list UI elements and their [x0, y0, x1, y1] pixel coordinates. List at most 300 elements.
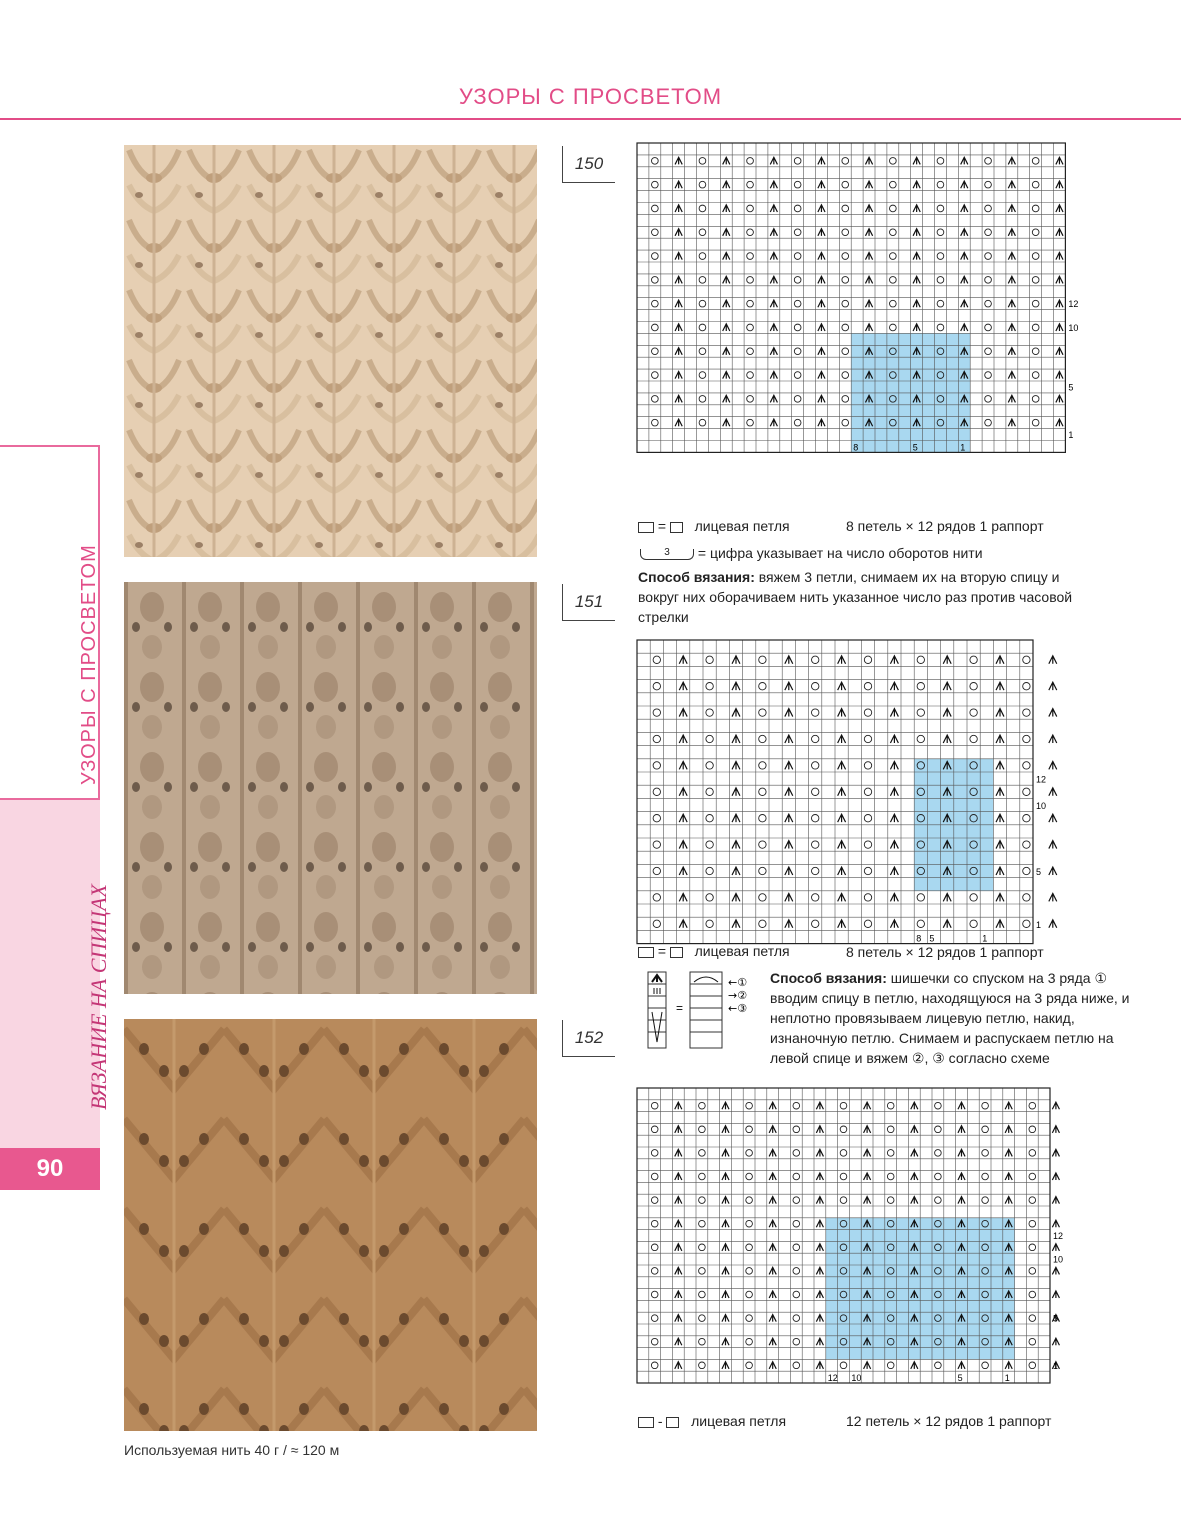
decrease-stitch-icon	[838, 761, 846, 769]
decrease-stitch-icon	[675, 1102, 682, 1109]
yarn-over-icon	[794, 324, 801, 331]
yarn-over-icon	[864, 894, 871, 901]
decrease-stitch-icon	[1008, 181, 1015, 188]
yarn-over-icon	[759, 788, 766, 795]
decrease-stitch-icon	[675, 1315, 682, 1322]
decrease-stitch-icon	[732, 788, 740, 796]
yarn-over-icon	[812, 762, 819, 769]
decrease-stitch-icon	[1008, 300, 1015, 307]
decrease-stitch-icon	[732, 682, 740, 690]
decrease-stitch-icon	[785, 656, 793, 664]
decrease-stitch-icon	[1056, 324, 1063, 331]
bobble-symbol-legend	[648, 972, 758, 1057]
decrease-stitch-icon	[961, 252, 968, 259]
decrease-stitch-icon	[865, 205, 872, 212]
yarn-over-icon	[653, 762, 660, 769]
decrease-stitch-icon	[675, 1173, 682, 1180]
yarn-over-icon	[747, 158, 754, 165]
decrease-stitch-icon	[865, 252, 872, 259]
yarn-over-icon	[985, 419, 992, 426]
decrease-stitch-icon	[865, 229, 872, 236]
yarn-over-icon	[887, 1150, 894, 1157]
yarn-over-icon	[794, 181, 801, 188]
yarn-over-icon	[864, 762, 871, 769]
yarn-over-icon	[842, 181, 849, 188]
decrease-stitch-icon	[943, 709, 951, 717]
decrease-stitch-icon	[911, 1102, 918, 1109]
knit-stitch-icon	[670, 947, 683, 958]
decrease-stitch-icon	[1008, 229, 1015, 236]
decrease-stitch-icon	[816, 1244, 823, 1251]
yarn-over-icon	[1032, 348, 1039, 355]
decrease-stitch-icon	[1049, 761, 1057, 769]
yarn-over-icon	[1023, 867, 1030, 874]
decrease-stitch-icon	[769, 1126, 776, 1133]
decrease-stitch-icon	[816, 1173, 823, 1180]
decrease-stitch-icon	[890, 841, 898, 849]
decrease-stitch-icon	[1056, 419, 1063, 426]
yarn-over-icon	[653, 920, 660, 927]
decrease-stitch-icon	[913, 157, 920, 164]
yarn-over-icon	[747, 372, 754, 379]
yarn-over-icon	[699, 1338, 706, 1345]
decrease-stitch-icon	[732, 656, 740, 664]
yarn-over-icon	[1023, 815, 1030, 822]
decrease-stitch-icon	[769, 1197, 776, 1204]
decrease-stitch-icon	[723, 229, 730, 236]
yarn-over-icon	[917, 683, 924, 690]
yarn-over-icon	[812, 735, 819, 742]
decrease-stitch-icon	[722, 1220, 729, 1227]
yarn-over-icon	[747, 419, 754, 426]
decrease-stitch-icon	[865, 324, 872, 331]
yarn-over-icon	[1032, 324, 1039, 331]
decrease-stitch-icon	[675, 1220, 682, 1227]
decrease-stitch-icon	[816, 1220, 823, 1227]
yarn-over-icon	[652, 372, 659, 379]
yarn-over-icon	[812, 894, 819, 901]
decrease-stitch-icon	[865, 157, 872, 164]
decrease-stitch-icon	[675, 1338, 682, 1345]
decrease-stitch-icon	[722, 1291, 729, 1298]
yarn-over-icon	[759, 867, 766, 874]
yarn-over-icon	[746, 1197, 753, 1204]
yarn-over-icon	[747, 181, 754, 188]
decrease-stitch-icon	[1005, 1197, 1012, 1204]
decrease-stitch-icon	[996, 814, 1004, 822]
decrease-stitch-icon	[838, 893, 846, 901]
yarn-over-icon	[864, 683, 871, 690]
decrease-stitch-icon	[911, 1197, 918, 1204]
decrease-stitch-icon	[1008, 276, 1015, 283]
bobble-diagram-icon	[648, 972, 758, 1052]
yarn-over-icon	[794, 229, 801, 236]
yarn-over-icon	[937, 229, 944, 236]
yarn-over-icon	[746, 1291, 753, 1298]
decrease-stitch-icon	[770, 300, 777, 307]
yarn-over-icon	[1029, 1268, 1036, 1275]
decrease-stitch-icon	[785, 761, 793, 769]
decrease-stitch-icon	[675, 300, 682, 307]
decrease-stitch-icon	[1049, 920, 1057, 928]
yarn-over-icon	[917, 709, 924, 716]
yarn-over-icon	[652, 253, 659, 260]
yarn-over-icon	[1032, 300, 1039, 307]
decrease-stitch-icon	[722, 1126, 729, 1133]
decrease-stitch-icon	[769, 1315, 776, 1322]
chart-151-col-label: 8	[916, 933, 922, 944]
wrap-legend-150	[640, 545, 983, 561]
yarn-over-icon	[890, 181, 897, 188]
decrease-stitch-icon	[996, 709, 1004, 717]
yarn-over-icon	[793, 1126, 800, 1133]
method-151	[770, 968, 1130, 1068]
yarn-over-icon	[706, 788, 713, 795]
yarn-over-icon	[890, 300, 897, 307]
decrease-stitch-icon	[1008, 324, 1015, 331]
yarn-over-icon	[864, 788, 871, 795]
decrease-stitch-icon	[723, 276, 730, 283]
yarn-over-icon	[652, 324, 659, 331]
decrease-stitch-icon	[722, 1338, 729, 1345]
yarn-over-icon	[1029, 1126, 1036, 1133]
yarn-over-icon	[759, 683, 766, 690]
yarn-over-icon	[937, 205, 944, 212]
yarn-over-icon	[746, 1338, 753, 1345]
chart-151-row-label: 1	[1036, 919, 1042, 930]
yarn-over-icon	[935, 1173, 942, 1180]
decrease-stitch-icon	[864, 1102, 871, 1109]
chart-151-row-label: 5	[1036, 866, 1042, 877]
yarn-over-icon	[864, 709, 871, 716]
yarn-over-icon	[812, 867, 819, 874]
yarn-over-icon	[653, 709, 660, 716]
yarn-over-icon	[653, 788, 660, 795]
swatch-photo-150	[124, 145, 537, 557]
decrease-stitch-icon	[770, 419, 777, 426]
yarn-over-icon	[706, 762, 713, 769]
decrease-stitch-icon	[722, 1197, 729, 1204]
yarn-over-icon	[794, 419, 801, 426]
yarn-over-icon	[1032, 205, 1039, 212]
yarn-over-icon	[982, 1102, 989, 1109]
decrease-stitch-icon	[818, 348, 825, 355]
decrease-stitch-icon	[732, 893, 740, 901]
yarn-over-icon	[759, 762, 766, 769]
yarn-over-icon	[982, 1362, 989, 1369]
decrease-stitch-icon	[1056, 181, 1063, 188]
yarn-over-icon	[699, 348, 706, 355]
yarn-over-icon	[699, 158, 706, 165]
yarn-over-icon	[793, 1197, 800, 1204]
yarn-over-icon	[652, 348, 659, 355]
decrease-stitch-icon	[769, 1220, 776, 1227]
chart-152-col-label: 1	[1004, 1373, 1010, 1384]
decrease-stitch-icon	[1056, 205, 1063, 212]
yarn-over-icon	[842, 205, 849, 212]
decrease-stitch-icon	[770, 324, 777, 331]
yarn-over-icon	[1032, 396, 1039, 403]
yarn-over-icon	[890, 229, 897, 236]
decrease-stitch-icon	[1005, 1102, 1012, 1109]
yarn-over-icon	[706, 920, 713, 927]
decrease-stitch-icon	[722, 1267, 729, 1274]
yarn-over-icon	[651, 1126, 658, 1133]
decrease-stitch-icon	[911, 1149, 918, 1156]
decrease-stitch-icon	[1056, 229, 1063, 236]
repeat-152: 12 петель × 12 рядов 1 раппорт	[846, 1413, 1052, 1429]
decrease-stitch-icon	[1008, 157, 1015, 164]
decrease-stitch-icon	[785, 788, 793, 796]
decrease-stitch-icon	[732, 761, 740, 769]
decrease-stitch-icon	[838, 682, 846, 690]
decrease-stitch-icon	[996, 656, 1004, 664]
decrease-stitch-icon	[1008, 252, 1015, 259]
yarn-over-icon	[794, 253, 801, 260]
decrease-stitch-icon	[769, 1291, 776, 1298]
chart-150-row-label: 5	[1068, 382, 1074, 393]
yarn-over-icon	[699, 396, 706, 403]
yarn-over-icon	[1029, 1197, 1036, 1204]
decrease-stitch-icon	[890, 656, 898, 664]
yarn-over-icon	[1029, 1362, 1036, 1369]
empty-cell-icon	[638, 522, 654, 533]
yarn-over-icon	[970, 683, 977, 690]
swatch-photo-151	[124, 582, 537, 994]
decrease-stitch-icon	[943, 920, 951, 928]
yarn-over-icon	[746, 1150, 753, 1157]
yarn-over-icon	[706, 841, 713, 848]
decrease-stitch-icon	[732, 867, 740, 875]
yarn-over-icon	[699, 372, 706, 379]
decrease-stitch-icon	[675, 324, 682, 331]
yarn-over-icon	[747, 205, 754, 212]
yarn-over-icon	[651, 1244, 658, 1251]
yarn-over-icon	[706, 867, 713, 874]
swatch-photo-152	[124, 1019, 537, 1431]
knit-stitch-icon	[670, 522, 683, 533]
yarn-over-icon	[651, 1150, 658, 1157]
yarn-over-icon	[653, 867, 660, 874]
decrease-stitch-icon	[722, 1173, 729, 1180]
yarn-over-icon	[887, 1126, 894, 1133]
knit-stitch-icon	[666, 1417, 679, 1428]
decrease-stitch-icon	[816, 1291, 823, 1298]
yarn-over-icon	[746, 1173, 753, 1180]
yarn-over-icon	[706, 683, 713, 690]
chart-150-col-label: 1	[960, 442, 966, 453]
decrease-stitch-icon	[913, 276, 920, 283]
decrease-stitch-icon	[723, 348, 730, 355]
yarn-over-icon	[842, 158, 849, 165]
yarn-over-icon	[793, 1362, 800, 1369]
decrease-stitch-icon	[679, 814, 687, 822]
yarn-over-icon	[1023, 894, 1030, 901]
yarn-over-icon	[793, 1244, 800, 1251]
decrease-stitch-icon	[1056, 300, 1063, 307]
yarn-over-icon	[917, 894, 924, 901]
decrease-stitch-icon	[675, 395, 682, 402]
chart-150-svg	[637, 143, 1077, 513]
decrease-stitch-icon	[996, 841, 1004, 849]
yarn-over-icon	[840, 1362, 847, 1369]
yarn-over-icon	[747, 300, 754, 307]
yarn-over-icon	[1023, 735, 1030, 742]
yarn-over-icon	[985, 348, 992, 355]
legend-151: = лицевая петля	[638, 943, 790, 959]
decrease-stitch-icon	[816, 1197, 823, 1204]
decrease-stitch-icon	[675, 371, 682, 378]
decrease-stitch-icon	[996, 920, 1004, 928]
decrease-stitch-icon	[770, 181, 777, 188]
yarn-over-icon	[1032, 181, 1039, 188]
yarn-over-icon	[759, 735, 766, 742]
header-rule	[0, 118, 1181, 120]
decrease-stitch-icon	[996, 761, 1004, 769]
decrease-stitch-icon	[996, 735, 1004, 743]
decrease-stitch-icon	[723, 181, 730, 188]
yarn-over-icon	[985, 277, 992, 284]
decrease-stitch-icon	[722, 1362, 729, 1369]
empty-cell-icon	[638, 1417, 654, 1428]
yarn-over-icon	[937, 277, 944, 284]
decrease-stitch-icon	[1052, 1173, 1059, 1180]
repeat-151: 8 петель × 12 рядов 1 раппорт	[846, 944, 1044, 960]
decrease-stitch-icon	[943, 682, 951, 690]
yarn-over-icon	[794, 348, 801, 355]
decrease-stitch-icon	[1052, 1102, 1059, 1109]
svg-text:←③: ←③	[728, 1002, 748, 1015]
decrease-stitch-icon	[679, 920, 687, 928]
yarn-over-icon	[1032, 229, 1039, 236]
yarn-over-icon	[651, 1362, 658, 1369]
yarn-over-icon	[794, 372, 801, 379]
yarn-over-icon	[699, 1102, 706, 1109]
decrease-stitch-icon	[1052, 1220, 1059, 1227]
svg-text:→②: →②	[728, 989, 748, 1002]
yarn-over-icon	[935, 1362, 942, 1369]
decrease-stitch-icon	[818, 324, 825, 331]
yarn-over-icon	[699, 1150, 706, 1157]
decrease-stitch-icon	[679, 709, 687, 717]
yarn-over-icon	[1023, 709, 1030, 716]
decrease-stitch-icon	[958, 1173, 965, 1180]
yarn-over-icon	[793, 1150, 800, 1157]
decrease-stitch-icon	[770, 371, 777, 378]
yarn-over-icon	[652, 396, 659, 403]
decrease-stitch-icon	[675, 1362, 682, 1369]
decrease-stitch-icon	[675, 229, 682, 236]
yarn-over-icon	[985, 253, 992, 260]
yarn-over-icon	[651, 1197, 658, 1204]
method-150-label: Способ вязания:	[638, 569, 755, 585]
yarn-over-icon	[864, 815, 871, 822]
decrease-stitch-icon	[1056, 371, 1063, 378]
decrease-stitch-icon	[1008, 419, 1015, 426]
decrease-stitch-icon	[911, 1362, 918, 1369]
svg-text:=: =	[676, 1001, 684, 1015]
decrease-stitch-icon	[675, 1149, 682, 1156]
decrease-stitch-icon	[675, 348, 682, 355]
yarn-over-icon	[1023, 788, 1030, 795]
yarn-over-icon	[970, 656, 977, 663]
yarn-over-icon	[746, 1126, 753, 1133]
decrease-stitch-icon	[785, 682, 793, 690]
yarn-over-icon	[842, 300, 849, 307]
decrease-stitch-icon	[818, 181, 825, 188]
decrease-stitch-icon	[816, 1315, 823, 1322]
yarn-over-icon	[985, 181, 992, 188]
decrease-stitch-icon	[679, 656, 687, 664]
yarn-over-icon	[1023, 762, 1030, 769]
yarn-over-icon	[759, 841, 766, 848]
yarn-over-icon	[1029, 1220, 1036, 1227]
decrease-stitch-icon	[943, 735, 951, 743]
decrease-stitch-icon	[732, 841, 740, 849]
yarn-over-icon	[653, 841, 660, 848]
side-book-label: ВЯЗАНИЕ НА СПИЦАХ	[86, 884, 111, 1110]
decrease-stitch-icon	[996, 893, 1004, 901]
yarn-over-icon	[651, 1220, 658, 1227]
decrease-stitch-icon	[838, 814, 846, 822]
yarn-over-icon	[812, 788, 819, 795]
yarn-over-icon	[1032, 419, 1039, 426]
decrease-stitch-icon	[723, 205, 730, 212]
decrease-stitch-icon	[679, 841, 687, 849]
decrease-stitch-icon	[818, 395, 825, 402]
side-section-label: УЗОРЫ С ПРОСВЕТОМ	[78, 544, 100, 785]
yarn-over-icon	[917, 656, 924, 663]
decrease-stitch-icon	[675, 181, 682, 188]
decrease-stitch-icon	[818, 371, 825, 378]
decrease-stitch-icon	[785, 920, 793, 928]
pattern-number-151: 151	[562, 584, 615, 621]
yarn-over-icon	[864, 735, 871, 742]
yarn-over-icon	[746, 1102, 753, 1109]
decrease-stitch-icon	[1005, 1149, 1012, 1156]
decrease-stitch-icon	[838, 709, 846, 717]
yarn-over-icon	[985, 300, 992, 307]
yarn-over-icon	[1029, 1150, 1036, 1157]
chart-152-col-label: 5	[957, 1373, 963, 1384]
decrease-stitch-icon	[890, 920, 898, 928]
yarn-over-icon	[746, 1315, 753, 1322]
empty-cell-icon	[638, 947, 654, 958]
yarn-over-icon	[842, 348, 849, 355]
decrease-stitch-icon	[1049, 709, 1057, 717]
yarn-over-icon	[842, 372, 849, 379]
yarn-over-icon	[653, 735, 660, 742]
yarn-over-icon	[759, 656, 766, 663]
decrease-stitch-icon	[1049, 841, 1057, 849]
decrease-stitch-icon	[675, 1244, 682, 1251]
decrease-stitch-icon	[1056, 276, 1063, 283]
yarn-over-icon	[699, 419, 706, 426]
decrease-stitch-icon	[723, 395, 730, 402]
chart-152-row-label: 5	[1053, 1313, 1059, 1324]
decrease-stitch-icon	[770, 395, 777, 402]
decrease-stitch-icon	[996, 867, 1004, 875]
yarn-over-icon	[653, 894, 660, 901]
yarn-over-icon	[651, 1173, 658, 1180]
yarn-over-icon	[699, 229, 706, 236]
decrease-stitch-icon	[785, 893, 793, 901]
yarn-over-icon	[759, 815, 766, 822]
chart-150-col-label: 8	[853, 442, 859, 453]
yarn-over-icon	[651, 1268, 658, 1275]
decrease-stitch-icon	[675, 157, 682, 164]
yarn-over-icon	[747, 324, 754, 331]
